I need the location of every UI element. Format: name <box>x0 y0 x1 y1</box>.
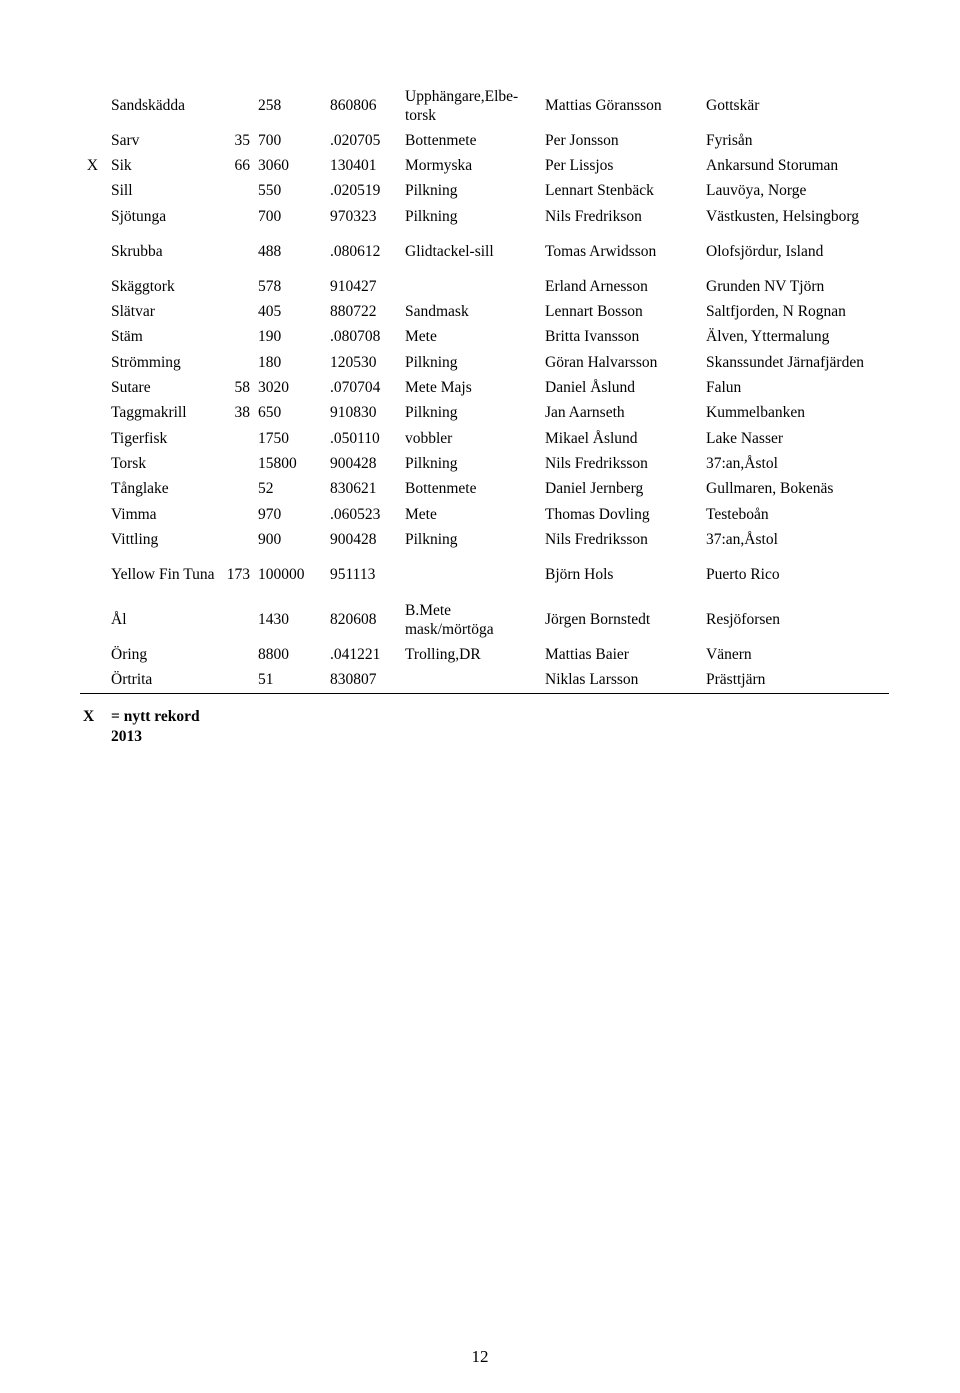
cell-method: Mete Majs <box>405 379 472 397</box>
cell-species: Öring <box>111 646 148 664</box>
cell-species: Sik <box>111 156 132 174</box>
cell-date: 910830 <box>330 404 377 422</box>
cell-length <box>221 83 258 128</box>
table-row <box>80 451 889 476</box>
cell-length: 35 <box>234 131 250 149</box>
cell-angler: Daniel Åslund <box>545 379 635 397</box>
cell-location: Vänern <box>706 646 752 664</box>
table-row <box>80 350 889 375</box>
cell-mark <box>80 299 111 324</box>
cell-length <box>221 426 258 451</box>
cell-mark <box>80 401 111 426</box>
cell-location: 37:an,Åstol <box>706 530 778 548</box>
cell-mark <box>80 527 111 552</box>
cell-date: .060523 <box>330 505 381 523</box>
cell-location: Falun <box>706 379 742 397</box>
cell-mark <box>80 642 111 667</box>
cell-date: .020519 <box>330 182 381 200</box>
page-number: 12 <box>471 1347 489 1366</box>
cell-location: Lauvöya, Norge <box>706 182 807 200</box>
cell-weight: 578 <box>258 277 282 295</box>
cell-date: 900428 <box>330 454 377 472</box>
cell-method: Trolling,DR <box>405 646 481 664</box>
cell-species: Sill <box>111 182 133 200</box>
cell-length <box>221 477 258 502</box>
cell-location: Olofsjördur, Island <box>706 242 824 260</box>
cell-method: Pilkning <box>405 404 458 422</box>
cell-length <box>221 597 258 642</box>
cell-angler: Nils Fredrikson <box>545 207 642 225</box>
cell-angler: Daniel Jernberg <box>545 480 644 498</box>
cell-angler: Mattias Baier <box>545 646 629 664</box>
table-row <box>80 401 889 426</box>
cell-date: 130401 <box>330 156 377 174</box>
cell-mark <box>80 552 111 597</box>
cell-species: Örtrita <box>111 671 153 689</box>
cell-date: 120530 <box>330 353 377 371</box>
cell-date: 880722 <box>330 303 377 321</box>
cell-method: Pilkning <box>405 182 458 200</box>
cell-species: Sutare <box>111 379 151 397</box>
cell-mark <box>80 477 111 502</box>
cell-species: Strömming <box>111 353 181 371</box>
cell-weight: 51 <box>258 671 274 689</box>
table-row <box>80 552 889 597</box>
cell-method: Pilkning <box>405 530 458 548</box>
cell-method: Sandmask <box>405 303 469 321</box>
cell-weight: 8800 <box>258 646 289 664</box>
cell-date: .070704 <box>330 379 381 397</box>
table-row <box>80 153 889 178</box>
cell-method: Glidtackel-sill <box>405 243 494 261</box>
cell-weight: 52 <box>258 480 274 498</box>
table-row <box>80 325 889 350</box>
cell-mark <box>80 325 111 350</box>
cell-location: Västkusten, Helsingborg <box>706 207 859 225</box>
cell-weight: 405 <box>258 303 282 321</box>
cell-location: Lake Nasser <box>706 429 784 447</box>
fish-records-table <box>80 83 889 694</box>
cell-species: Sandskädda <box>111 96 186 114</box>
cell-mark <box>80 179 111 204</box>
table-row <box>80 179 889 204</box>
table-row <box>80 502 889 527</box>
cell-species: Sjötunga <box>111 207 167 225</box>
table-row <box>80 299 889 324</box>
records-body <box>80 83 889 693</box>
cell-angler: Thomas Dovling <box>545 505 650 523</box>
table-row <box>80 204 889 229</box>
cell-method: Bottenmete <box>405 480 477 498</box>
table-row <box>80 668 889 693</box>
cell-length <box>221 668 258 693</box>
cell-date: 830807 <box>330 671 377 689</box>
cell-angler: Göran Halvarsson <box>545 353 658 371</box>
cell-species: Skrubba <box>111 242 163 260</box>
cell-angler: Niklas Larsson <box>545 671 639 689</box>
cell-angler: Tomas Arwidsson <box>545 242 657 260</box>
cell-mark <box>80 451 111 476</box>
cell-mark <box>80 204 111 229</box>
cell-species: Skäggtork <box>111 277 175 295</box>
cell-mark <box>80 350 111 375</box>
cell-location: Ankarsund Storuman <box>706 156 839 174</box>
cell-length <box>221 274 258 299</box>
cell-location: 37:an,Åstol <box>706 454 778 472</box>
cell-length <box>221 502 258 527</box>
table-row <box>80 426 889 451</box>
cell-angler: Mattias Göransson <box>545 96 662 114</box>
table-row <box>80 274 889 299</box>
cell-species: Taggmakrill <box>111 404 187 422</box>
cell-angler: Mikael Åslund <box>545 429 638 447</box>
cell-method: B.Mete mask/mörtöga <box>405 601 494 638</box>
cell-date: 951113 <box>330 565 376 583</box>
cell-mark <box>80 128 111 153</box>
cell-mark <box>80 668 111 693</box>
cell-date: 970323 <box>330 207 377 225</box>
cell-angler: Björn Hols <box>545 565 614 583</box>
cell-angler: Britta Ivansson <box>545 328 640 346</box>
cell-weight: 550 <box>258 182 282 200</box>
cell-length <box>221 451 258 476</box>
table-row <box>80 128 889 153</box>
legend-text: = nytt rekord 2013 <box>111 708 200 745</box>
cell-date: 820608 <box>330 610 377 628</box>
cell-weight: 650 <box>258 404 282 422</box>
cell-angler: Lennart Stenbäck <box>545 182 654 200</box>
cell-method <box>405 552 545 597</box>
cell-species: Torsk <box>111 454 147 472</box>
cell-length <box>221 642 258 667</box>
cell-location: Grunden NV Tjörn <box>706 277 825 295</box>
cell-date: 830621 <box>330 480 377 498</box>
cell-angler: Erland Arnesson <box>545 277 648 295</box>
cell-location: Gullmaren, Bokenäs <box>706 480 834 498</box>
cell-weight: 1430 <box>258 610 289 628</box>
cell-weight: 900 <box>258 530 282 548</box>
cell-date: .080612 <box>330 242 381 260</box>
cell-mark: X <box>86 156 99 174</box>
cell-method: Mete <box>405 328 437 346</box>
cell-length <box>221 350 258 375</box>
cell-species: Tånglake <box>111 480 169 498</box>
cell-species: Vittling <box>111 530 159 548</box>
table-row <box>80 527 889 552</box>
cell-species: Slätvar <box>111 303 155 321</box>
cell-date: 860806 <box>330 96 377 114</box>
cell-date: 910427 <box>330 277 377 295</box>
cell-mark <box>80 375 111 400</box>
cell-length: 66 <box>234 156 250 174</box>
cell-weight: 190 <box>258 328 282 346</box>
table-row <box>80 597 889 642</box>
cell-angler: Jörgen Bornstedt <box>545 610 651 628</box>
cell-length: 58 <box>234 379 250 397</box>
cell-location: Puerto Rico <box>706 565 780 583</box>
cell-method <box>405 274 545 299</box>
cell-species: Yellow Fin Tuna <box>111 566 215 584</box>
cell-weight: 700 <box>258 207 282 225</box>
cell-method: vobbler <box>405 429 453 447</box>
cell-weight: 1750 <box>258 429 289 447</box>
cell-angler: Nils Fredriksson <box>545 454 648 472</box>
cell-location: Testeboån <box>706 505 769 523</box>
cell-method: Upphängare,Elbe-torsk <box>405 87 519 124</box>
cell-length <box>221 229 258 274</box>
cell-date: .050110 <box>330 429 380 447</box>
cell-length: 173 <box>226 565 250 583</box>
cell-date: 900428 <box>330 530 377 548</box>
cell-date: .080708 <box>330 328 381 346</box>
cell-weight: 100000 <box>258 565 305 583</box>
cell-mark <box>80 502 111 527</box>
table-row <box>80 477 889 502</box>
cell-mark <box>80 229 111 274</box>
cell-angler: Nils Fredriksson <box>545 530 648 548</box>
cell-location: Saltfjorden, N Rognan <box>706 303 846 321</box>
cell-angler: Jan Aarnseth <box>545 404 625 422</box>
cell-date: .020705 <box>330 131 381 149</box>
legend <box>83 707 221 747</box>
cell-date: .041221 <box>330 646 381 664</box>
cell-angler: Lennart Bosson <box>545 303 643 321</box>
cell-length <box>221 325 258 350</box>
cell-species: Stäm <box>111 328 143 346</box>
cell-species: Tigerfisk <box>111 429 168 447</box>
cell-location: Fyrisån <box>706 131 753 149</box>
cell-length <box>221 299 258 324</box>
table-row <box>80 642 889 667</box>
cell-species: Sarv <box>111 131 140 149</box>
cell-location: Prästtjärn <box>706 671 766 689</box>
cell-length <box>221 204 258 229</box>
cell-method: Pilkning <box>405 353 458 371</box>
cell-weight: 180 <box>258 353 282 371</box>
cell-method <box>405 668 545 693</box>
cell-weight: 488 <box>258 242 282 260</box>
table-row <box>80 375 889 400</box>
cell-length <box>221 179 258 204</box>
cell-weight: 258 <box>258 96 282 114</box>
cell-method: Mete <box>405 505 437 523</box>
cell-species: Vimma <box>111 505 157 523</box>
cell-angler: Per Jonsson <box>545 131 619 149</box>
cell-species: Ål <box>111 610 127 628</box>
cell-weight: 970 <box>258 505 282 523</box>
cell-method: Bottenmete <box>405 131 477 149</box>
cell-location: Resjöforsen <box>706 610 781 628</box>
cell-location: Älven, Yttermalung <box>706 328 830 346</box>
cell-weight: 15800 <box>258 454 297 472</box>
cell-weight: 3060 <box>258 156 289 174</box>
legend-symbol: X <box>83 708 95 725</box>
cell-method: Pilkning <box>405 207 458 225</box>
cell-mark <box>80 83 111 128</box>
cell-location: Kummelbanken <box>706 404 806 422</box>
cell-mark <box>80 274 111 299</box>
cell-weight: 3020 <box>258 379 289 397</box>
cell-method: Mormyska <box>405 156 473 174</box>
cell-length <box>221 527 258 552</box>
cell-weight: 700 <box>258 131 282 149</box>
cell-location: Gottskär <box>706 96 760 114</box>
table-row <box>80 83 889 128</box>
cell-method: Pilkning <box>405 454 458 472</box>
cell-angler: Per Lissjos <box>545 156 614 174</box>
cell-length: 38 <box>234 404 250 422</box>
cell-location: Skanssundet Järnafjärden <box>706 353 864 371</box>
cell-mark <box>80 597 111 642</box>
cell-mark <box>80 426 111 451</box>
table-row <box>80 229 889 274</box>
